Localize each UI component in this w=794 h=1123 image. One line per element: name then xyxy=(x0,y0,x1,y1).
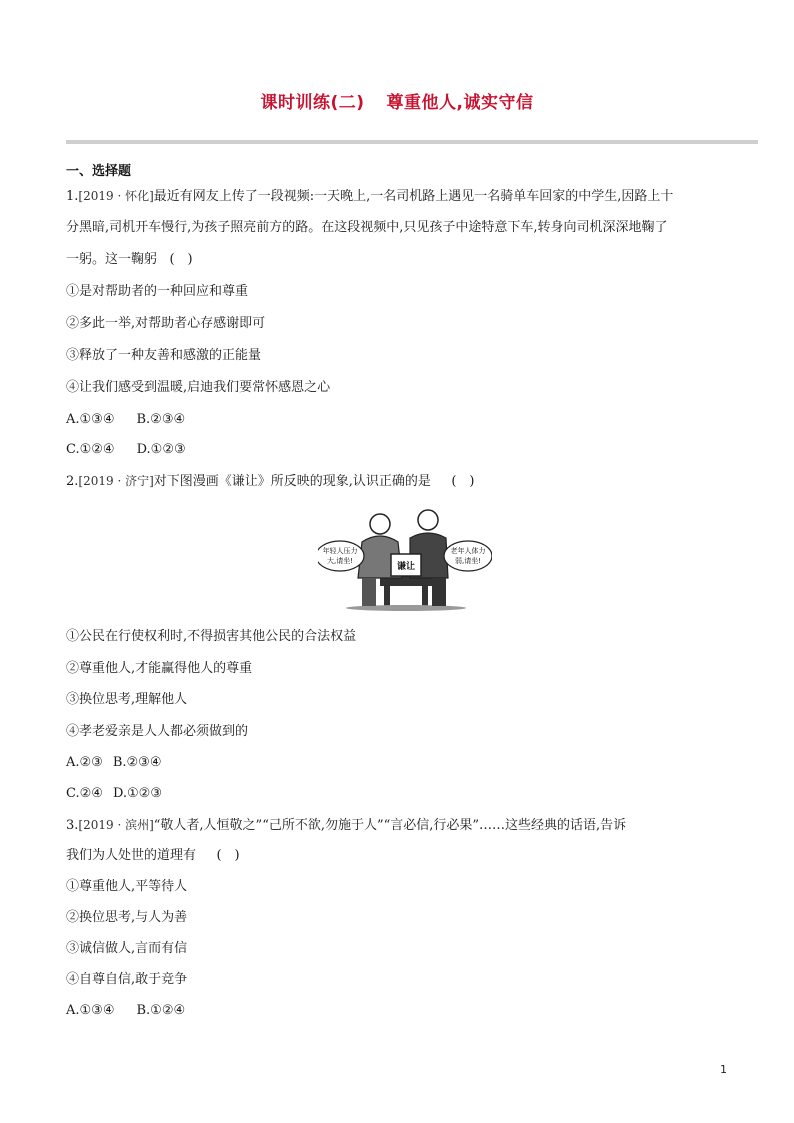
header-divider xyxy=(66,140,758,144)
q1-item-4: ④让我们感受到温暖,启迪我们要常怀感恩之心 xyxy=(66,380,331,395)
q2-answer-paren: ( ) xyxy=(451,474,475,489)
q3-item-3: ③诚信做人,言而有信 xyxy=(66,941,188,956)
q2-line1 xyxy=(66,472,736,491)
q1-stem-1: 最近有网友上传了一段视频:一天晚上,一名司机路上遇见一名骑单车回家的中学生,因路上十 xyxy=(153,189,674,204)
q1-options-row2 xyxy=(66,441,736,459)
q2-item-4: ④孝老爱亲是人人都必须做到的 xyxy=(66,724,249,739)
q1-line1 xyxy=(66,187,736,206)
q3-line1 xyxy=(66,816,736,835)
q3-line2 xyxy=(66,847,736,865)
q2-item-3: ③换位思考,理解他人 xyxy=(66,692,188,707)
q1-stem-2: 分黑暗,司机开车慢行,为孩子照亮前方的路。在这段视频中,只见孩子中途特意下车,转身向司机深深地鞠了 xyxy=(66,220,668,235)
q3-answer-paren: ( ) xyxy=(216,848,240,863)
q2-options-row2 xyxy=(66,785,736,803)
section-heading: 一、选择题 xyxy=(66,164,132,179)
chair-leg xyxy=(384,586,390,608)
page-number: 1 xyxy=(720,1063,727,1076)
q3-item-2: ②换位思考,与人为善 xyxy=(66,910,188,925)
old-man-head xyxy=(370,514,390,534)
q1-item-1: ①是对帮助者的一种回应和尊重 xyxy=(66,284,249,299)
q1-item-3: ③释放了一种友善和感激的正能量 xyxy=(66,348,262,363)
cartoon-modesty-image xyxy=(318,508,492,612)
left-bubble-line1: 年轻人压力 xyxy=(322,547,358,555)
young-man-head xyxy=(418,510,438,530)
sign-text: 谦让 xyxy=(396,562,416,572)
q1-stem-3: 一躬。这一鞠躬 xyxy=(66,252,158,267)
q1-options-row1 xyxy=(66,411,736,429)
q1-line3 xyxy=(66,251,736,269)
q2-option-d: D.①②③ xyxy=(112,786,162,801)
q1-answer-paren: ( ) xyxy=(169,252,193,267)
q3-item-4: ④自尊自信,敢于竞争 xyxy=(66,972,188,987)
right-bubble-line2: 弱,请坐! xyxy=(454,557,482,565)
q3-options-row1 xyxy=(66,1002,736,1020)
q3-source-tag: [2019 · 滨州] xyxy=(78,818,154,832)
title-lesson: 课时训练(二) xyxy=(260,93,365,113)
q3-option-b: B.①②④ xyxy=(136,1003,186,1018)
q2-option-c: C.②④ xyxy=(66,786,103,801)
old-man-leg xyxy=(362,578,376,606)
q2-option-b: B.②③④ xyxy=(112,755,162,770)
q3-stem-2: 我们为人处世的道理有 xyxy=(66,848,197,863)
title-topic: 尊重他人,诚实守信 xyxy=(386,93,534,113)
young-man-leg xyxy=(432,578,446,606)
page-title xyxy=(0,88,794,113)
q3-stem-1: “敬人者,人恒敬之”“己所不欲,勿施于人”“言必信,行必果”……这些经典的话语,告诉 xyxy=(153,818,627,833)
left-bubble-line2: 大,请坐! xyxy=(326,557,354,565)
q3-number: 3. xyxy=(66,818,79,833)
q2-stem: 对下图漫画《谦让》所反映的现象,认识正确的是 xyxy=(153,474,431,489)
q2-number: 2. xyxy=(66,474,79,489)
q1-option-a: A.①③④ xyxy=(66,412,115,427)
q2-item-1: ①公民在行使权利时,不得损害其他公民的合法权益 xyxy=(66,629,357,644)
q3-item-1: ①尊重他人,平等待人 xyxy=(66,879,188,894)
q1-option-d: D.①②③ xyxy=(136,442,186,457)
q3-option-a: A.①③④ xyxy=(66,1003,115,1018)
q1-option-c: C.①②④ xyxy=(66,442,115,457)
q2-item-2: ②尊重他人,才能赢得他人的尊重 xyxy=(66,661,253,676)
q1-item-2: ②多此一举,对帮助者心存感谢即可 xyxy=(66,316,266,331)
q2-options-row1 xyxy=(66,754,736,772)
q1-source-tag: [2019 · 怀化] xyxy=(78,189,154,203)
q1-option-b: B.②③④ xyxy=(136,412,186,427)
chair-leg xyxy=(422,586,428,608)
q2-option-a: A.②③ xyxy=(66,755,103,770)
q1-number: 1. xyxy=(66,189,79,204)
q2-source-tag: [2019 · 济宁] xyxy=(78,474,154,488)
right-speech-bubble xyxy=(444,541,492,571)
left-speech-bubble xyxy=(318,541,364,571)
right-bubble-line1: 老年人体力 xyxy=(450,547,486,555)
